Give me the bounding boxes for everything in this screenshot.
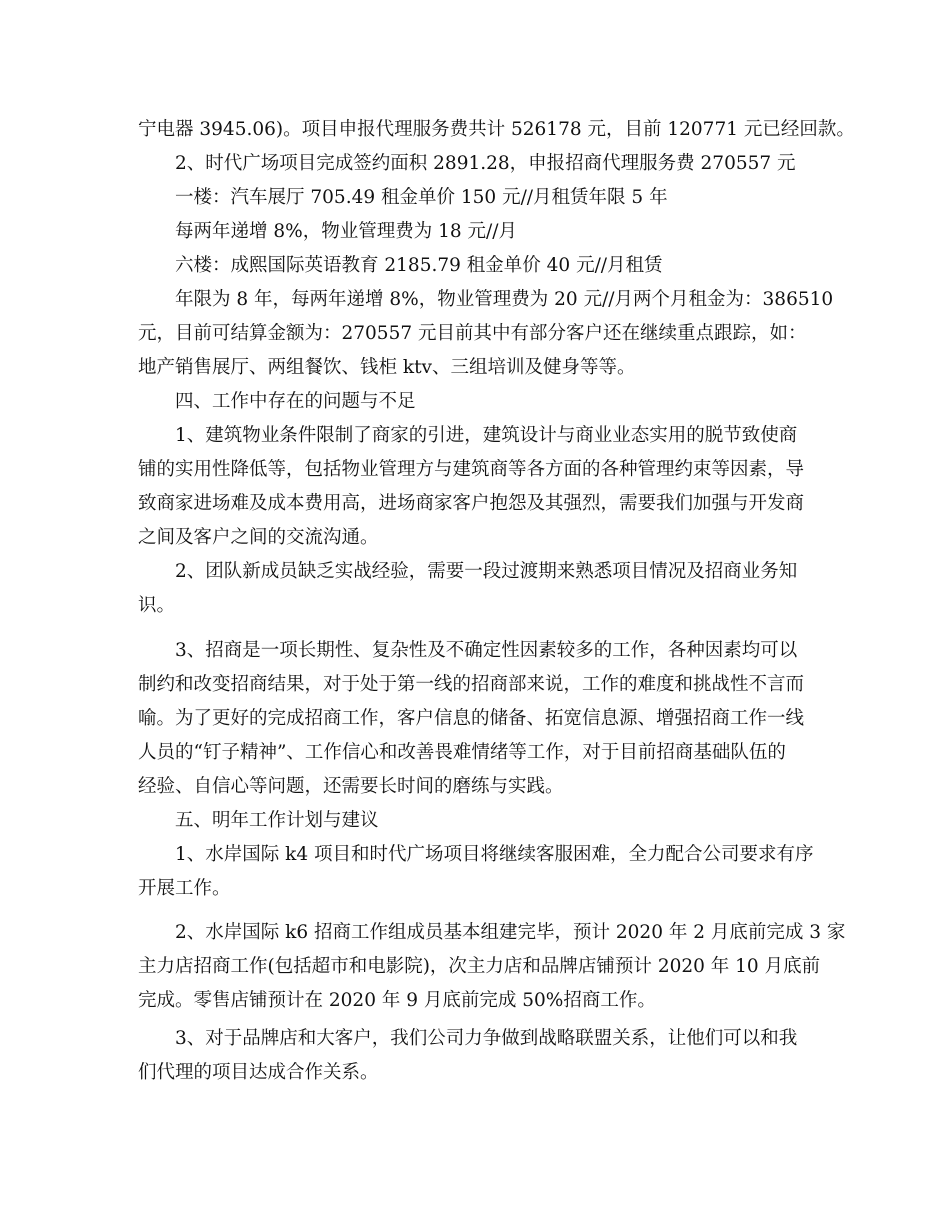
- line-text: 喻。为了更好的完成招商工作，客户信息的储备、拓宽信息源、增强招商工作一线: [138, 708, 805, 729]
- line-text: 五、明年工作计划与建议: [175, 810, 379, 831]
- line-text: 开展工作。: [138, 878, 231, 899]
- text-line-13: [0, 521, 950, 555]
- text-line-3: [0, 181, 950, 215]
- line-text: 2、时代广场项目完成签约面积 2891.28，申报招商代理服务费 270557 元: [175, 153, 796, 174]
- line-text: 制约和改变招商结果，对于处于第一线的招商部来说，工作的难度和挑战性不言而: [138, 674, 805, 695]
- section-heading-4: [0, 385, 950, 419]
- line-text: 宁电器 3945.06)。项目申报代理服务费共计 526178 元，目前 120771 元已经回款。: [138, 119, 855, 140]
- line-text: 3、招商是一项长期性、复杂性及不确定性因素较多的工作，各种因素均可以: [175, 640, 798, 661]
- text-line-7: [0, 317, 950, 351]
- text-line-10: [0, 419, 950, 453]
- line-text: 2、团队新成员缺乏实战经验，需要一段过渡期来熟悉项目情况及招商业务知: [175, 561, 798, 582]
- line-text: 致商家进场难及成本费用高，进场商家客户抱怨及其强烈，需要我们加强与开发商: [138, 493, 805, 514]
- text-line-22: [0, 838, 950, 872]
- text-line-8: [0, 351, 950, 385]
- text-line-17: [0, 668, 950, 702]
- text-line-6: [0, 283, 950, 317]
- line-text: 3、对于品牌店和大客户，我们公司力争做到战略联盟关系，让他们可以和我: [175, 1028, 798, 1049]
- line-text: 完成。零售店铺预计在 2020 年 9 月底前完成 50%招商工作。: [138, 990, 656, 1011]
- text-line-25: [0, 950, 950, 984]
- text-line-24: [0, 916, 950, 950]
- text-line-26: [0, 984, 950, 1018]
- line-text: 六楼：成熙国际英语教育 2185.79 租金单价 40 元//月租赁: [175, 255, 663, 276]
- line-text: 四、工作中存在的问题与不足: [175, 391, 416, 412]
- text-line-5: [0, 249, 950, 283]
- text-line-15: [0, 589, 950, 623]
- text-line-12: [0, 487, 950, 521]
- line-text: 每两年递增 8%，物业管理费为 18 元//月: [175, 221, 517, 242]
- text-line-27: [0, 1022, 950, 1056]
- line-text: 们代理的项目达成合作关系。: [138, 1062, 379, 1083]
- text-line-14: [0, 555, 950, 589]
- line-text: 之间及客户之间的交流沟通。: [138, 527, 379, 548]
- line-text: 识。: [138, 595, 176, 616]
- text-line-11: [0, 453, 950, 487]
- text-line-2: [0, 147, 950, 181]
- text-line-28: [0, 1056, 950, 1090]
- section-heading-5: [0, 804, 950, 838]
- line-text: 铺的实用性降低等，包括物业管理方与建筑商等各方面的各种管理约束等因素，导: [138, 459, 805, 480]
- line-text: 2、水岸国际 k6 招商工作组成员基本组建完毕，预计 2020 年 2 月底前完成 3 家: [175, 922, 846, 943]
- text-line-4: [0, 215, 950, 249]
- text-line-23: [0, 872, 950, 906]
- text-line-20: [0, 770, 950, 804]
- line-text: 元，目前可结算金额为：270557 元目前其中有部分客户还在继续重点跟踪，如：: [138, 323, 807, 344]
- line-text: 1、建筑物业条件限制了商家的引进，建筑设计与商业业态实用的脱节致使商: [175, 425, 798, 446]
- line-text: 人员的“钉子精神”、工作信心和改善畏难情绪等工作，对于目前招商基础队伍的: [138, 742, 786, 763]
- text-line-19: [0, 736, 950, 770]
- text-line-18: [0, 702, 950, 736]
- line-text: 经验、自信心等问题，还需要长时间的磨练与实践。: [138, 776, 564, 797]
- line-text: 年限为 8 年，每两年递增 8%，物业管理费为 20 元//月两个月租金为：386510: [175, 289, 834, 310]
- line-text: 地产销售展厅、两组餐饮、钱柜 ktv、三组培训及健身等等。: [138, 357, 636, 378]
- line-text: 主力店招商工作(包括超市和电影院)，次主力店和品牌店铺预计 2020 年 10 月底前: [138, 956, 821, 977]
- text-line-16: [0, 634, 950, 668]
- text-line-1: [0, 113, 950, 147]
- line-text: 一楼：汽车展厅 705.49 租金单价 150 元//月租赁年限 5 年: [175, 187, 668, 208]
- line-text: 1、水岸国际 k4 项目和时代广场项目将继续客服困难，全力配合公司要求有序: [175, 844, 814, 865]
